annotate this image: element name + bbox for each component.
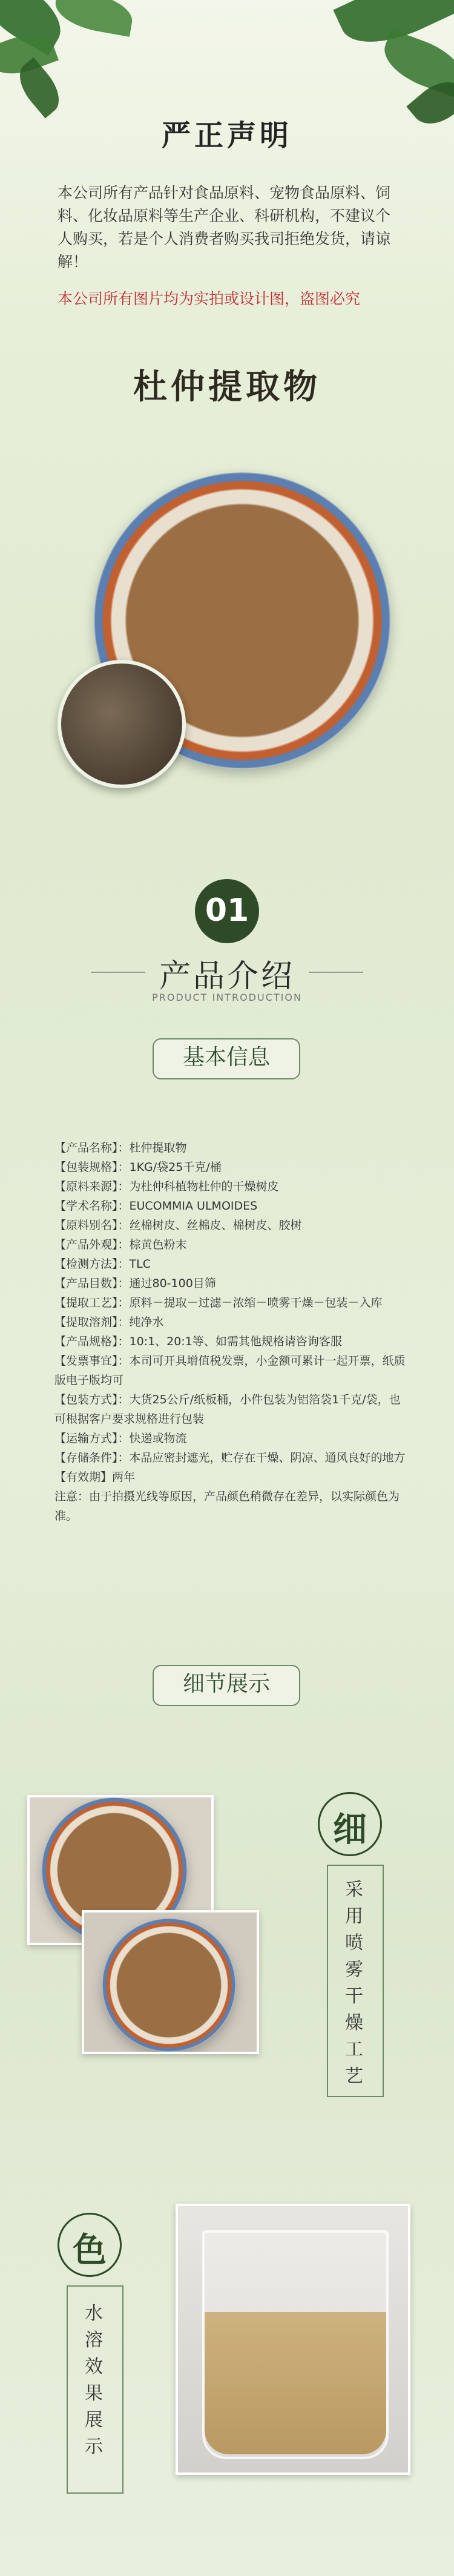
beaker-photo bbox=[176, 2204, 410, 2475]
notice-body: 本公司所有产品针对食品原料、宠物食品原料、饲料、化妆品原料等生产企业、科研机构，不建议个人购买，若是个人消费者购买我司拒绝发货，请谅解！ bbox=[58, 184, 391, 271]
color-caption: 水溶效果展示 bbox=[85, 2303, 103, 2457]
info-line: 【包装规格】：1KG/袋25千克/桶 bbox=[54, 1161, 222, 1174]
info-line: 【原料来源】：为杜仲科植物杜仲的干燥树皮 bbox=[54, 1180, 279, 1193]
detail-tag: 细节展示 bbox=[153, 1665, 300, 1706]
beaker-liquid bbox=[205, 2312, 386, 2454]
info-line: 【存储条件】：本品应密封遮光，贮存在干燥、阴凉、通风良好的地方 bbox=[54, 1451, 406, 1464]
notice-title: 严正声明 bbox=[161, 119, 292, 153]
detail-photo-2 bbox=[82, 1910, 259, 2054]
color-char: 色 bbox=[73, 2231, 107, 2270]
product-title: 杜仲提取物 bbox=[133, 367, 321, 407]
bark-image bbox=[58, 660, 186, 788]
info-line: 【产品外观】：棕黄色粉末 bbox=[54, 1238, 187, 1251]
info-line: 【产品规格】：10:1、20:1等、如需其他规格请咨询客服 bbox=[54, 1335, 342, 1348]
section-subtitle: PRODUCT INTRODUCTION bbox=[152, 992, 302, 1003]
info-line: 【检测方法】：TLC bbox=[54, 1257, 151, 1271]
info-line: 【包装方式】：大货25公斤/纸板桶，小件包装为铝箔袋1千克/袋，也可根据客户要求规格进行包装 bbox=[54, 1393, 401, 1426]
info-line: 【发票事宜】：本司可开具增值税发票，小金额可累计一起开票，纸质版电子版均可 bbox=[54, 1354, 406, 1387]
info-line: 【运输方式】：快递或物流 bbox=[54, 1432, 187, 1445]
detail-char: 细 bbox=[333, 1810, 367, 1850]
detail-caption: 采用喷雾干燥工艺 bbox=[345, 1879, 363, 2087]
info-line: 【产品名称】：杜仲提取物 bbox=[54, 1141, 187, 1155]
detail-bowl-image bbox=[102, 1919, 235, 2052]
product-info-list bbox=[54, 1138, 409, 1526]
notice-warning: 本公司所有图片均为实拍或设计图，盗图必究 bbox=[58, 290, 361, 308]
info-line: 注意：由于拍摄光线等原因，产品颜色稍微存在差异，以实际颜色为准。 bbox=[54, 1490, 400, 1523]
info-line: 【提取工艺】：原料－提取－过滤－浓缩－喷雾干燥－包装－入库 bbox=[54, 1296, 383, 1309]
basic-info-tag: 基本信息 bbox=[153, 1038, 300, 1079]
info-line: 【产品目数】：通过80-100目筛 bbox=[54, 1277, 216, 1290]
info-line: 【学术名称】：EUCOMMIA ULMOIDES bbox=[54, 1199, 258, 1213]
info-line: 【有效期】两年 bbox=[54, 1471, 136, 1484]
info-line: 【原料别名】：丝棉树皮、丝棉皮、棉树皮、胶树 bbox=[54, 1219, 302, 1232]
section-title: 产品介绍 bbox=[159, 958, 295, 995]
info-line: 【提取溶剂】：纯净水 bbox=[54, 1316, 164, 1329]
section-number: 01 bbox=[205, 892, 249, 929]
leaf-decoration-left bbox=[52, 0, 136, 37]
